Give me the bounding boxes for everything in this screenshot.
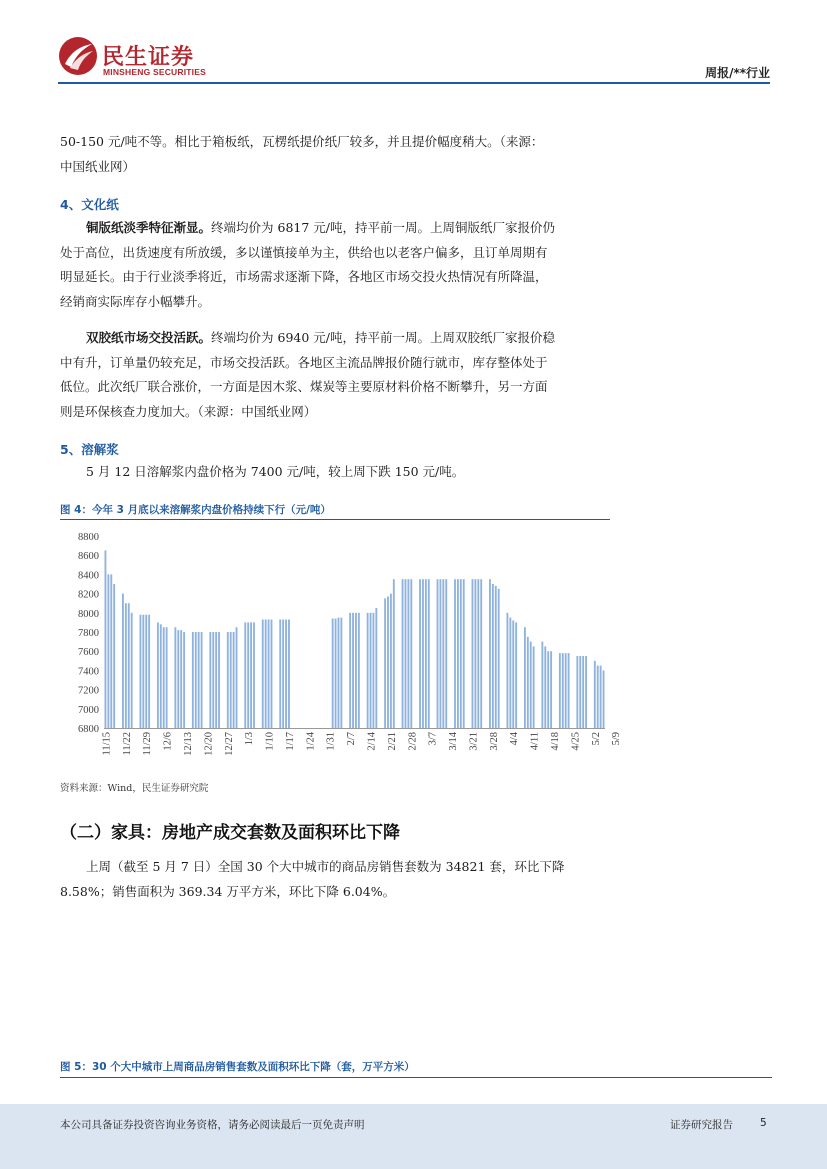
x-tick-label: 3/21 <box>468 732 480 751</box>
chart-bar <box>533 646 535 728</box>
chart-bar <box>559 653 561 728</box>
chart-bar <box>370 613 372 728</box>
x-tick-label: 12/13 <box>183 732 195 756</box>
text-line: 中国纸业网） <box>60 158 136 174</box>
paragraph-lead: 铜版纸淡季特征渐显。 <box>86 220 212 235</box>
chart-bar <box>425 579 427 728</box>
chart-bar <box>509 618 511 728</box>
chart-bar <box>247 622 249 728</box>
chart-bar <box>332 619 334 728</box>
chart-bar <box>227 632 229 728</box>
chart-bar <box>174 627 176 728</box>
x-tick-label: 1/10 <box>264 732 276 751</box>
chart-bar <box>603 670 605 728</box>
text-line: 上周（截至 5 月 7 日）全国 30 个大中城市的商品房销售套数为 34821 套，环比下降 <box>86 859 565 874</box>
figure-5-title: 图 5：30 个大中城市上周商品房销售套数及面积环比下降（套，万平方米） <box>60 1061 415 1073</box>
x-tick-label: 12/27 <box>223 732 235 756</box>
chart-bar <box>472 579 474 728</box>
chart-bar <box>428 579 430 728</box>
x-tick-label: 2/28 <box>407 732 419 751</box>
chart-bar <box>375 608 377 728</box>
chart-bar <box>131 613 133 728</box>
chart-bar <box>407 579 409 728</box>
chart-bar <box>105 550 107 728</box>
chart-bar <box>198 632 200 728</box>
chart-bar <box>489 579 491 728</box>
footer-report-label: 证券研究报告 <box>670 1119 733 1131</box>
chart-bar <box>122 594 124 728</box>
paragraph-lead: 双胶纸市场交投活跃。 <box>86 330 212 345</box>
x-tick-label: 4/25 <box>570 732 582 751</box>
chart-bar <box>419 579 421 728</box>
text-line <box>60 216 772 241</box>
x-tick-label: 3/28 <box>488 732 500 751</box>
chart-bar <box>183 632 185 728</box>
text-line: 处于高位，出货速度有所放缓，多以谨慎接单为主，供给也以老客户偏多，且订单周期有 <box>60 244 548 260</box>
chart-bar <box>524 627 526 728</box>
chart-bar <box>180 630 182 728</box>
chart-bar <box>530 642 532 728</box>
chart-bar <box>515 622 517 728</box>
chart-bar <box>128 603 130 728</box>
chart-bar <box>480 579 482 728</box>
chart-bar <box>544 646 546 728</box>
chart-bar <box>594 661 596 728</box>
chart-bar <box>477 579 479 728</box>
chart-bar <box>562 653 564 728</box>
x-tick-label: 11/15 <box>101 732 113 756</box>
chart-bar <box>498 589 500 728</box>
chart-bar <box>340 618 342 728</box>
x-tick-label: 2/21 <box>386 732 398 751</box>
chart-bar <box>139 615 141 728</box>
y-tick-label: 8600 <box>78 551 99 563</box>
chart-bar <box>160 624 162 728</box>
chart-bar <box>201 632 203 728</box>
chart-bar <box>527 637 529 728</box>
furniture-section-title: （二）家具：房地产成交套数及面积环比下降 <box>60 823 400 843</box>
chart-bar <box>585 656 587 728</box>
pulp-paragraph: 5 月 12 日溶解浆内盘价格为 7400 元/吨，较上周下跌 150 元/吨。 <box>86 464 465 479</box>
page-header <box>58 36 770 82</box>
chart-bar <box>166 627 168 728</box>
chart-bar <box>384 598 386 728</box>
chart-bar <box>358 613 360 728</box>
y-tick-label: 6800 <box>78 724 99 735</box>
chart-bar <box>512 620 514 728</box>
paragraph-text: 终端均价为 6817 元/吨，持平前一周。上周铜版纸厂家报价仍 <box>211 220 555 235</box>
chart-bar <box>335 619 337 728</box>
chart-bar <box>262 620 264 728</box>
x-tick-label: 5/9 <box>611 732 623 746</box>
chart-bar <box>125 603 127 728</box>
x-tick-label: 4/18 <box>550 732 562 751</box>
chart-bar <box>349 613 351 728</box>
y-tick-label: 7000 <box>78 704 99 716</box>
paper-continuation-paragraph <box>60 130 772 179</box>
x-tick-label: 1/3 <box>244 732 256 746</box>
chart-bar <box>506 613 508 728</box>
x-tick-label: 1/17 <box>284 732 296 751</box>
y-tick-label: 7800 <box>78 628 99 639</box>
chart-bar <box>145 615 147 728</box>
chart-bar <box>209 632 211 728</box>
chart-bar <box>355 613 357 728</box>
chart-bar <box>285 620 287 728</box>
text-line: 8.58%；销售面积为 369.34 万平方米，环比下降 6.04%。 <box>60 883 396 899</box>
x-tick-label: 11/29 <box>142 732 154 756</box>
chart-bar <box>265 620 267 728</box>
chart-bar <box>352 613 354 728</box>
section-heading-dissolving-pulp: 5、溶解浆 <box>60 442 119 457</box>
text-line <box>60 326 772 351</box>
text-line: 经销商实际库存小幅攀升。 <box>60 293 211 309</box>
chart-bar <box>402 579 404 728</box>
chart-bar <box>230 632 232 728</box>
chart-bar <box>157 622 159 728</box>
chart-bar <box>212 632 214 728</box>
chart-bar <box>460 579 462 728</box>
chart-bar <box>253 622 255 728</box>
x-tick-label: 4/4 <box>509 732 521 746</box>
x-tick-label: 3/7 <box>427 732 439 746</box>
x-tick-label: 12/6 <box>162 732 174 751</box>
chart-bar <box>442 579 444 728</box>
page-footer <box>0 1104 827 1169</box>
text-line: 低位。此次纸厂联合涨价，一方面是因木浆、煤炭等主要原材料价格不断攀升，另一方面 <box>60 379 548 394</box>
chart-bar <box>439 579 441 728</box>
chart-bar <box>410 579 412 728</box>
y-tick-label: 7600 <box>78 647 99 659</box>
chart-bar <box>457 579 459 728</box>
figure-4-title: 图 4：今年 3 月底以来溶解浆内盘价格持续下行（元/吨） <box>60 504 331 516</box>
chart-bar <box>597 666 599 728</box>
chart-bar <box>393 579 395 728</box>
chart-bar <box>107 574 109 728</box>
y-tick-label: 8000 <box>78 608 99 620</box>
chart-bar <box>547 651 549 728</box>
chart-bar <box>268 620 270 728</box>
chart-bar <box>113 584 115 728</box>
chart-bar <box>218 632 220 728</box>
chart-bar <box>541 642 543 728</box>
report-type-label: 周报/**行业 <box>705 66 770 80</box>
chart-bar <box>215 632 217 728</box>
header-divider <box>58 82 770 84</box>
dissolving-pulp-price-chart <box>60 522 623 774</box>
paragraph-text: 终端均价为 6940 元/吨，持平前一周。上周双胶纸厂家报价稳 <box>211 330 555 345</box>
chart-bar <box>373 613 375 728</box>
chart-bar <box>550 651 552 728</box>
chart-bar <box>492 584 494 728</box>
minsheng-logo-icon <box>58 36 98 76</box>
chart-bar <box>405 579 407 728</box>
x-tick-label: 3/14 <box>448 732 460 751</box>
figure-5-rule <box>60 1077 772 1078</box>
chart-bar <box>177 630 179 728</box>
x-tick-label: 11/22 <box>121 732 133 756</box>
figure-4-rule <box>60 519 610 520</box>
chart-bar <box>367 613 369 728</box>
y-tick-label: 7200 <box>78 685 99 697</box>
coated-paper-paragraph <box>60 216 772 314</box>
chart-bar <box>568 653 570 728</box>
chart-bar <box>565 653 567 728</box>
chart-bar <box>437 579 439 728</box>
x-tick-label: 2/7 <box>346 732 358 746</box>
y-tick-label: 8800 <box>78 532 99 543</box>
chart-bar <box>250 622 252 728</box>
chart-bar <box>236 627 238 728</box>
chart-bar <box>600 666 602 728</box>
y-tick-label: 7400 <box>78 666 99 678</box>
page-number: 5 <box>760 1117 767 1129</box>
footer-disclaimer: 本公司具备证券投资咨询业务资格，请务必阅读最后一页免责声明 <box>60 1119 365 1131</box>
chart-bar <box>271 620 273 728</box>
chart-bar <box>288 620 290 728</box>
text-line: 50-150 元/吨不等。相比于箱板纸，瓦楞纸提价纸厂较多，并且提价幅度稍大。（来源： <box>60 134 544 149</box>
chart-bar <box>495 586 497 728</box>
chart-bar <box>148 615 150 728</box>
x-tick-label: 5/2 <box>590 732 602 746</box>
chart-bar <box>142 615 144 728</box>
chart-bar <box>233 632 235 728</box>
chart-bar <box>279 620 281 728</box>
chart-bar <box>463 579 465 728</box>
chart-bar <box>338 618 340 728</box>
chart-bar <box>582 656 584 728</box>
logo-english-name: MINSHENG SECURITIES <box>103 67 206 77</box>
y-tick-label: 8400 <box>78 570 99 582</box>
x-tick-label: 4/11 <box>529 732 541 751</box>
chart-bar <box>454 579 456 728</box>
x-tick-label: 12/20 <box>203 732 215 756</box>
chart-bar <box>192 632 194 728</box>
offset-paper-paragraph <box>60 326 772 424</box>
section-heading-culture-paper: 4、文化纸 <box>60 197 119 212</box>
x-tick-label: 1/24 <box>305 732 317 751</box>
text-line: 中有升，订单量仍较充足，市场交投活跃。各地区主流品牌报价随行就市，库存整体处于 <box>60 354 548 370</box>
chart-bar <box>244 622 246 728</box>
x-tick-label: 1/31 <box>325 732 337 751</box>
chart-bar <box>474 579 476 728</box>
chart-bar <box>390 594 392 728</box>
chart-bar <box>422 579 424 728</box>
chart-bar <box>445 579 447 728</box>
y-tick-label: 8200 <box>78 589 99 601</box>
furniture-paragraph <box>60 855 772 904</box>
logo-chinese-name: 民生证券 <box>102 45 195 70</box>
text-line: 则是环保核查力度加大。（来源：中国纸业网） <box>60 403 317 419</box>
figure-4-source: 资料来源：Wind，民生证券研究院 <box>60 783 209 794</box>
chart-bar <box>195 632 197 728</box>
chart-bar <box>110 574 112 728</box>
chart-bar <box>576 656 578 728</box>
chart-bar <box>163 627 165 728</box>
text-line: 明显延长。由于行业淡季将近，市场需求逐渐下降，各地区市场交投火热情况有所降温， <box>60 269 548 284</box>
chart-bar <box>579 656 581 728</box>
x-tick-label: 2/14 <box>366 732 378 751</box>
chart-bar <box>387 596 389 728</box>
chart-bar <box>282 620 284 728</box>
